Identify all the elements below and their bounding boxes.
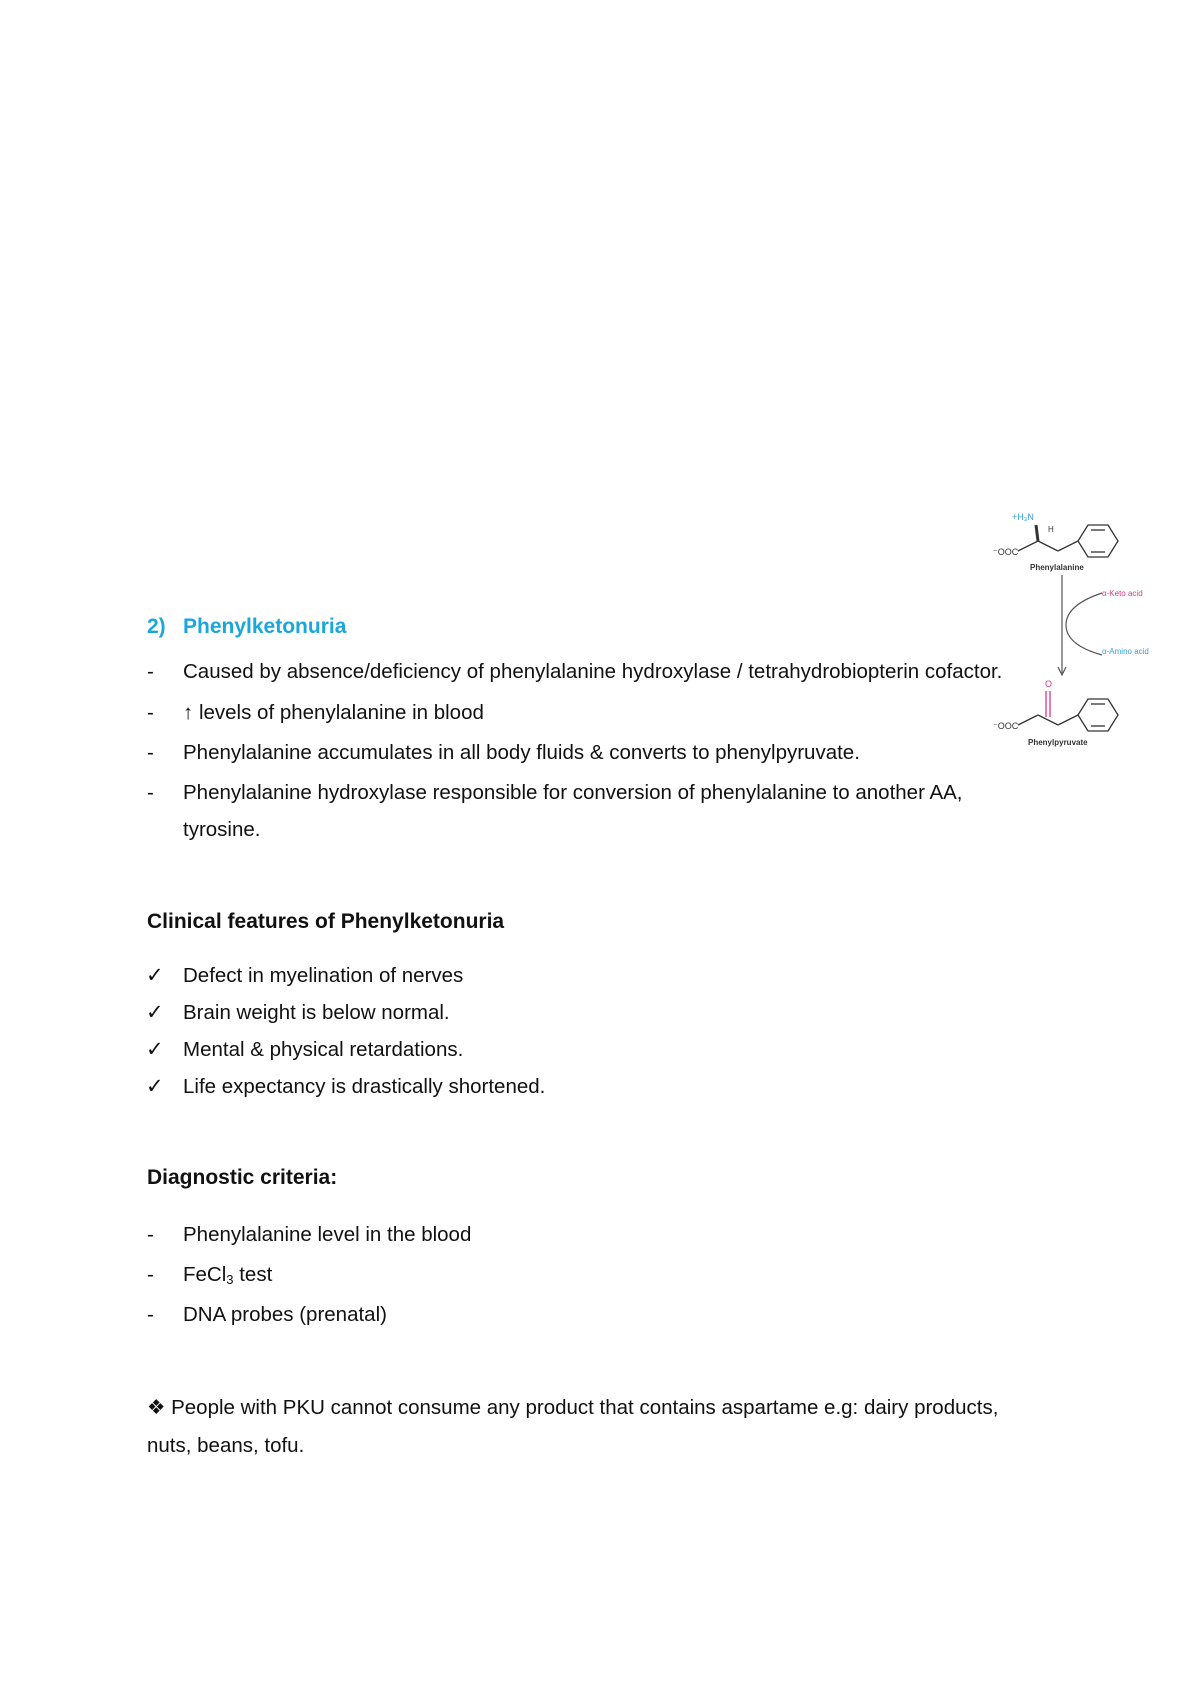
diagnostic-criteria-heading: Diagnostic criteria:: [147, 1166, 338, 1189]
list-item: Phenylalanine level in the blood: [183, 1223, 472, 1246]
check-icon: ✓: [146, 1001, 164, 1024]
oxygen-label: O: [1045, 679, 1053, 689]
hydrogen-label: H: [1048, 525, 1054, 534]
phenylpyruvate-label: Phenylpyruvate: [1028, 738, 1088, 747]
bullet-marker: -: [147, 741, 154, 764]
section-number: 2): [147, 615, 166, 638]
fecl3-rest: test: [233, 1263, 273, 1286]
list-item-fecl3: [183, 1262, 272, 1293]
list-item: DNA probes (prenatal): [183, 1303, 387, 1326]
phenylalanine-label: Phenylalanine: [1030, 563, 1084, 572]
bullet-marker: -: [147, 701, 154, 724]
phenylalanine-transamination-figure: [990, 505, 1180, 750]
diamond-bullet-icon: ❖: [147, 1396, 166, 1419]
reaction-arrow: [1058, 575, 1102, 675]
list-item: Brain weight is below normal.: [183, 1001, 450, 1024]
bullet-marker: -: [147, 1223, 154, 1246]
bullet-text: ↑ levels of phenylalanine in blood: [183, 701, 484, 724]
bullet-marker: -: [147, 1303, 154, 1326]
bullet-marker: -: [147, 1263, 154, 1286]
check-icon: ✓: [146, 1075, 164, 1098]
phenylpyruvate-structure: [1018, 691, 1118, 731]
carboxylate-bottom-label: ⁻OOC: [993, 721, 1019, 731]
section-title: Phenylketonuria: [183, 615, 347, 638]
section-heading: [147, 615, 346, 639]
list-item: Mental & physical retardations.: [183, 1038, 464, 1061]
bullet-text: Phenylalanine accumulates in all body fluids & converts to phenylpyruvate.: [183, 741, 860, 764]
list-item: Defect in myelination of nerves: [183, 964, 464, 987]
amino-group-label: +H₃N: [1012, 512, 1034, 522]
note-line-2: nuts, beans, tofu.: [147, 1434, 305, 1457]
note-text: People with PKU cannot consume any product that contains aspartame e.g: dairy products,: [171, 1396, 999, 1419]
clinical-features-heading: Clinical features of Phenylketonuria: [147, 910, 505, 933]
list-item: Life expectancy is drastically shortened.: [183, 1075, 546, 1098]
fecl3-subscript: 3: [226, 1272, 234, 1287]
keto-acid-label: α-Keto acid: [1102, 589, 1143, 598]
bullet-text: Phenylalanine hydroxylase responsible for conversion of phenylalanine to another AA,: [183, 781, 963, 804]
bullet-marker: -: [147, 660, 154, 683]
amino-acid-label: α-Amino acid: [1102, 647, 1149, 656]
bullet-continuation: tyrosine.: [183, 818, 261, 841]
carboxylate-top-label: ⁻OOC: [993, 547, 1019, 557]
bullet-marker: -: [147, 781, 154, 804]
check-icon: ✓: [146, 964, 164, 987]
phenylalanine-structure: [1018, 525, 1118, 557]
note-line-1: [147, 1395, 998, 1421]
check-icon: ✓: [146, 1038, 164, 1061]
fecl3-formula: FeCl: [183, 1263, 227, 1286]
bullet-text: Caused by absence/deficiency of phenylalanine hydroxylase / tetrahydrobiopterin cofactor.: [183, 660, 1003, 683]
